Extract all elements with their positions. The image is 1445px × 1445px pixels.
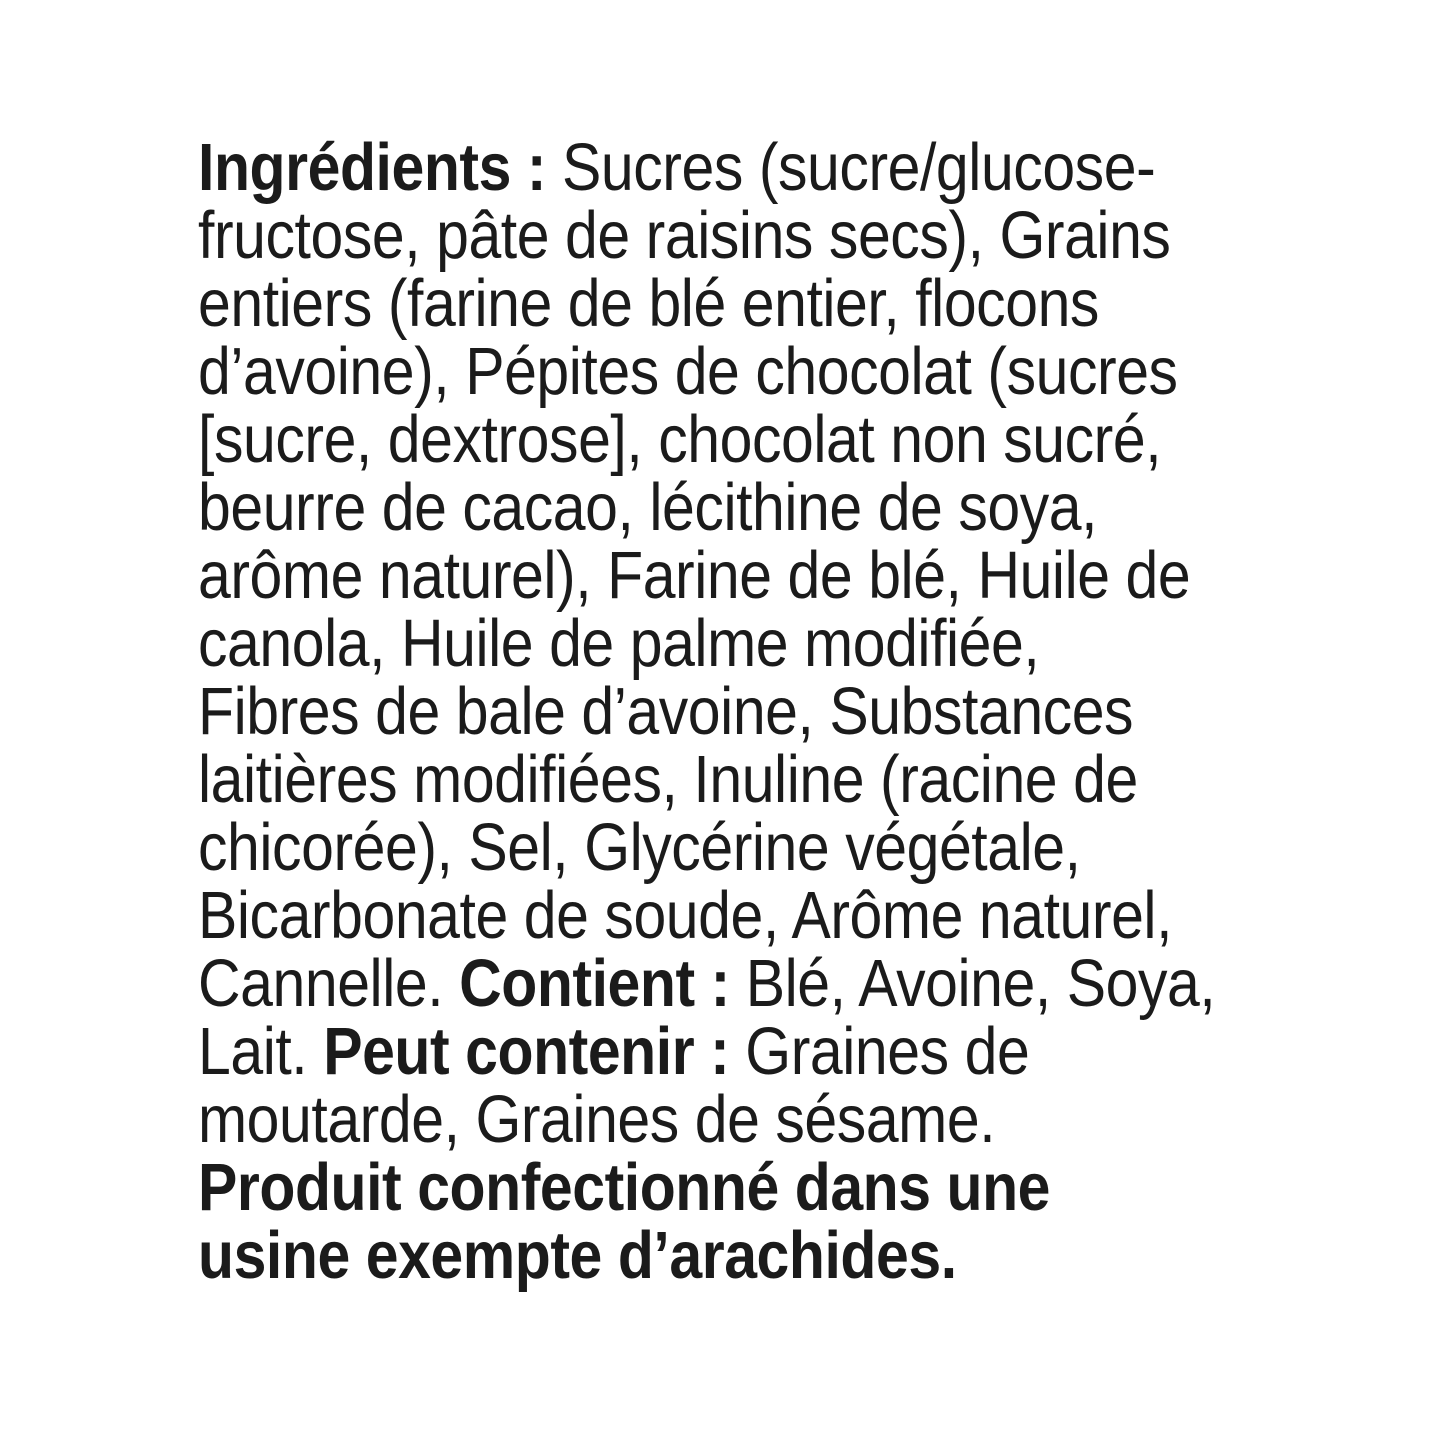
text-segment: beurre de cacao, lécithine de soya,	[198, 470, 1098, 545]
text-line-16	[198, 1150, 1298, 1225]
contient-heading: Contient :	[459, 946, 746, 1021]
text-segment: laitières modifiées, Inuline (racine de	[198, 742, 1138, 817]
text-line-6	[198, 470, 1298, 545]
text-line-15	[198, 1082, 1298, 1157]
ingredients-text-block	[198, 130, 1298, 1293]
text-segment: Bicarbonate de soude, Arôme naturel,	[198, 878, 1173, 953]
text-line-5	[198, 402, 1298, 477]
text-line-3	[198, 266, 1298, 341]
text-line-7	[198, 538, 1298, 613]
text-line-17	[198, 1218, 1298, 1293]
text-segment: moutarde, Graines de sésame.	[198, 1082, 996, 1157]
text-line-10	[198, 742, 1298, 817]
text-line-8	[198, 606, 1298, 681]
text-line-2	[198, 198, 1298, 273]
text-line-12	[198, 878, 1298, 953]
peanut-free-statement-line-1: Produit confectionné dans une	[198, 1150, 1051, 1225]
text-segment: chicorée), Sel, Glycérine végétale,	[198, 810, 1081, 885]
peut-contenir-heading: Peut contenir :	[323, 1014, 746, 1089]
text-segment: d’avoine), Pépites de chocolat (sucres	[198, 334, 1178, 409]
text-line-9	[198, 674, 1298, 749]
text-line-11	[198, 810, 1298, 885]
text-segment: Fibres de bale d’avoine, Substances	[198, 674, 1134, 749]
text-segment: Lait.	[198, 1014, 324, 1089]
text-line-13	[198, 946, 1298, 1021]
text-segment: Cannelle.	[198, 946, 460, 1021]
peanut-free-statement-line-2: usine exempte d’arachides.	[198, 1218, 957, 1293]
text-line-4	[198, 334, 1298, 409]
ingredients-heading: Ingrédients :	[198, 130, 563, 205]
text-segment: Graines de	[745, 1014, 1030, 1089]
text-segment: Sucres (sucre/glucose-	[562, 130, 1156, 205]
text-segment: entiers (farine de blé entier, flocons	[198, 266, 1099, 341]
text-segment: canola, Huile de palme modifiée,	[198, 606, 1040, 681]
text-segment: fructose, pâte de raisins secs), Grains	[198, 198, 1171, 273]
text-line-14	[198, 1014, 1298, 1089]
text-segment: arôme naturel), Farine de blé, Huile de	[198, 538, 1191, 613]
text-segment: [sucre, dextrose], chocolat non sucré,	[198, 402, 1162, 477]
text-line-1	[198, 130, 1298, 205]
text-segment: Blé, Avoine, Soya,	[745, 946, 1216, 1021]
